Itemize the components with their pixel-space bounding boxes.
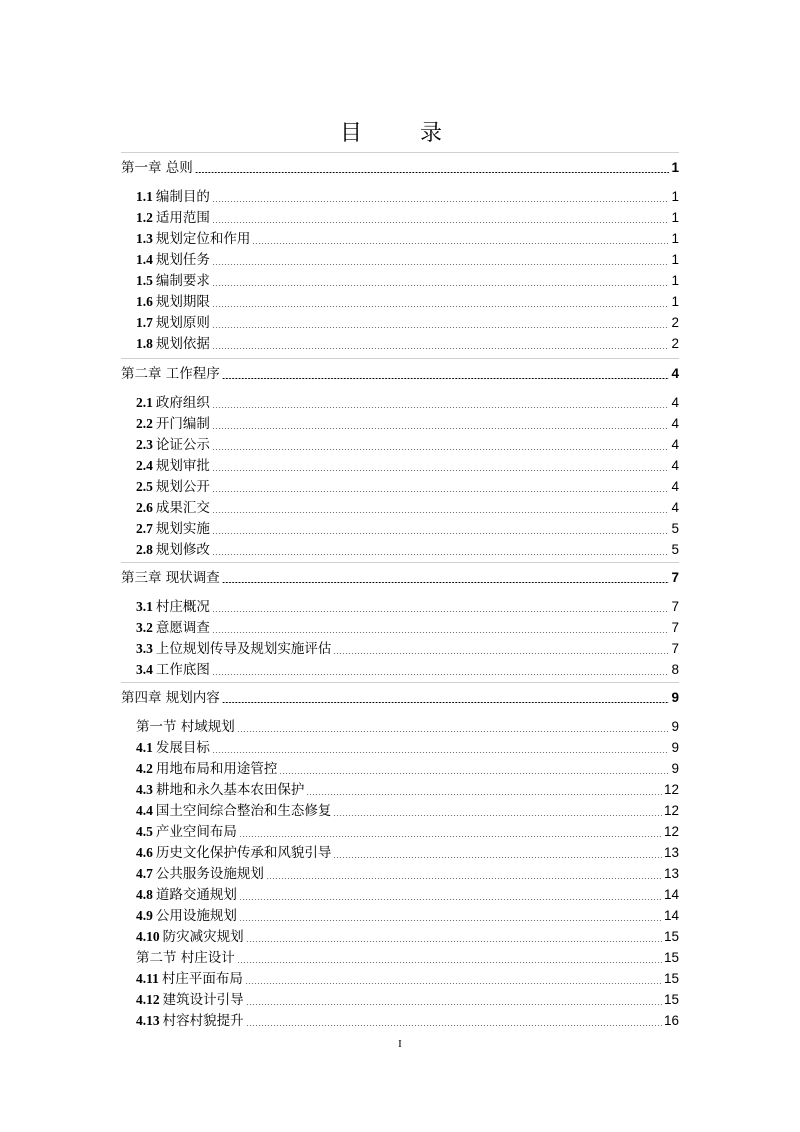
toc-entry-label: 耕地和永久基本农田保护 (155, 782, 305, 798)
toc-entry-number: 1.3 (136, 231, 153, 246)
toc-entry-label: 第三章 现状调查 (121, 570, 220, 586)
toc-entry-page-number: 9 (671, 719, 679, 734)
toc-entry-label: 村庄平面布局 (161, 971, 243, 987)
toc-entry-label: 公共服务设施规划 (155, 866, 264, 882)
toc-entry-number: 1.1 (136, 189, 153, 204)
toc-entry-number: 4.2 (136, 761, 153, 776)
toc-entry-label: 规划审批 (155, 458, 210, 474)
toc-section-entry[interactable] (136, 456, 679, 476)
toc-entry-page-number: 15 (663, 971, 679, 986)
toc-entry-page-number: 7 (671, 620, 679, 635)
toc-entry-page-number: 13 (663, 866, 679, 881)
dot-leader (279, 773, 669, 774)
toc-section-entry[interactable] (136, 414, 679, 434)
dot-leader (212, 554, 670, 555)
dot-leader (212, 285, 670, 286)
dot-leader (266, 878, 662, 879)
toc-entry-label: 建筑设计引导 (162, 992, 244, 1008)
toc-entry-page-number: 12 (663, 782, 679, 797)
toc-section-entry[interactable] (136, 250, 679, 270)
toc-entry-label: 国土空间综合整治和生态修复 (155, 803, 332, 819)
toc-section-entry[interactable] (136, 990, 679, 1010)
toc-section-entry[interactable] (136, 780, 679, 800)
toc-section-entry[interactable] (136, 334, 679, 354)
toc-entry-number: 4.10 (136, 929, 160, 944)
toc-entry-page-number: 5 (671, 542, 679, 557)
toc-entry-label: 历史文化保护传承和风貌引导 (155, 845, 332, 861)
toc-entry-label: 产业空间布局 (155, 824, 237, 840)
toc-entry-page-number: 1 (671, 273, 679, 288)
page-number-footer: I (398, 1038, 402, 1050)
toc-entry-number: 1.5 (136, 273, 153, 288)
toc-entry-label: 规划定位和作用 (155, 231, 251, 247)
toc-entry-number: 4.5 (136, 824, 153, 839)
toc-section-entry[interactable] (136, 759, 679, 779)
dot-leader (333, 653, 669, 654)
toc-entry-label: 规划期限 (155, 294, 210, 310)
toc-section-entry[interactable] (136, 313, 679, 333)
toc-entry-number: 4.6 (136, 845, 153, 860)
dot-leader (239, 899, 662, 900)
toc-entry-page-number: 2 (671, 315, 679, 330)
toc-entry-label: 开门编制 (155, 416, 210, 432)
toc-entry-page-number: 1 (671, 231, 679, 246)
dot-leader (246, 941, 662, 942)
toc-section-entry[interactable] (136, 540, 679, 560)
toc-entry-number: 1.4 (136, 252, 153, 267)
dot-leader (212, 533, 670, 534)
toc-section-entry[interactable] (136, 948, 679, 968)
toc-entry-label: 村庄概况 (155, 599, 210, 615)
toc-section-entry[interactable] (136, 843, 679, 863)
toc-entry-number: 4.11 (136, 971, 159, 986)
toc-section-entry[interactable] (136, 208, 679, 228)
toc-entry-label: 规划修改 (155, 542, 210, 558)
toc-entry-label: 规划公开 (155, 479, 210, 495)
toc-entry-page-number: 2 (671, 336, 679, 351)
toc-chapter-entry[interactable] (121, 568, 679, 588)
toc-section-entry[interactable] (136, 187, 679, 207)
toc-section-entry[interactable] (136, 801, 679, 821)
toc-title: 目 录 (339, 121, 460, 146)
dot-leader (212, 752, 670, 753)
toc-section-entry[interactable] (136, 498, 679, 518)
toc-entry-label: 适用范围 (155, 210, 210, 226)
toc-entry-page-number: 12 (663, 824, 679, 839)
toc-entry-label: 规划依据 (155, 336, 210, 352)
chapter-separator-line (121, 682, 679, 683)
toc-entry-label: 用地布局和用途管控 (155, 761, 278, 777)
dot-leader (333, 815, 662, 816)
dot-leader (212, 407, 670, 408)
dot-leader (212, 674, 670, 675)
toc-entry-label: 第四章 规划内容 (121, 690, 220, 706)
toc-entry-label: 第一章 总则 (121, 160, 193, 176)
toc-entry-label: 上位规划传导及规划实施评估 (155, 641, 332, 657)
dot-leader (212, 512, 670, 513)
toc-entry-number: 2.3 (136, 437, 153, 452)
toc-entry-number: 4.3 (136, 782, 153, 797)
toc-entry-label: 意愿调查 (155, 620, 210, 636)
toc-entry-page-number: 1 (671, 210, 679, 225)
toc-entry-page-number: 9 (671, 690, 679, 705)
toc-entry-page-number: 15 (663, 992, 679, 1007)
toc-entry-number: 4.1 (136, 740, 153, 755)
toc-entry-number: 1.6 (136, 294, 153, 309)
toc-entry-number: 3.4 (136, 662, 153, 677)
toc-entry-page-number: 7 (671, 570, 679, 585)
toc-entry-number: 2.8 (136, 542, 153, 557)
toc-entry-page-number: 14 (663, 908, 679, 923)
dot-leader (212, 264, 670, 265)
toc-section-entry[interactable] (136, 660, 679, 680)
toc-entry-label: 编制目的 (155, 189, 210, 205)
toc-entry-number: 1.7 (136, 315, 153, 330)
toc-entry-label: 村容村貌提升 (162, 1013, 244, 1029)
toc-entry-label: 防灾减灾规划 (162, 929, 244, 945)
toc-section-entry[interactable] (136, 229, 679, 249)
toc-section-entry[interactable] (136, 519, 679, 539)
toc-entry-number: 3.1 (136, 599, 153, 614)
toc-entry-number: 1.8 (136, 336, 153, 351)
toc-entry-number: 4.4 (136, 803, 153, 818)
toc-entry-number: 3.3 (136, 641, 153, 656)
toc-entry-page-number: 1 (671, 160, 679, 175)
toc-section-entry[interactable] (136, 864, 679, 884)
dot-leader (212, 348, 670, 349)
chapter-separator-line (121, 562, 679, 563)
toc-entry-number: 2.5 (136, 479, 153, 494)
toc-entry-label: 发展目标 (155, 740, 210, 756)
toc-entry-page-number: 7 (671, 641, 679, 656)
toc-entry-number: 2.1 (136, 395, 153, 410)
toc-entry-number: 4.9 (136, 908, 153, 923)
toc-entry-label: 规划任务 (155, 252, 210, 268)
dot-leader (245, 983, 662, 984)
toc-entry-page-number: 8 (671, 662, 679, 677)
toc-section-entry[interactable] (136, 717, 679, 737)
toc-entry-page-number: 14 (663, 887, 679, 902)
dot-leader (222, 582, 670, 583)
toc-entry-page-number: 1 (671, 294, 679, 309)
dot-leader (237, 962, 662, 963)
toc-entry-number: 2.7 (136, 521, 153, 536)
toc-entry-page-number: 13 (663, 845, 679, 860)
toc-entry-page-number: 9 (671, 740, 679, 755)
dot-leader (212, 611, 670, 612)
dot-leader (246, 1025, 662, 1026)
toc-entry-label: 规划实施 (155, 521, 210, 537)
toc-section-entry[interactable] (136, 393, 679, 413)
toc-section-entry[interactable] (136, 906, 679, 926)
toc-entry-page-number: 7 (671, 599, 679, 614)
toc-entry-number: 4.13 (136, 1013, 160, 1028)
toc-entry-page-number: 5 (671, 521, 679, 536)
dot-leader (212, 470, 670, 471)
toc-entry-label: 论证公示 (155, 437, 210, 453)
dot-leader (252, 243, 669, 244)
toc-section-entry[interactable] (136, 822, 679, 842)
toc-entry-label: 政府组织 (155, 395, 210, 411)
toc-chapter-entry[interactable] (121, 158, 679, 178)
toc-section-entry[interactable] (136, 639, 679, 659)
toc-section-entry[interactable] (136, 618, 679, 638)
dot-leader (212, 306, 670, 307)
dot-leader (239, 836, 662, 837)
toc-entry-number: 4.8 (136, 887, 153, 902)
toc-entry-number: 4.12 (136, 992, 160, 1007)
dot-leader (212, 201, 670, 202)
toc-entry-label: 公用设施规划 (155, 908, 237, 924)
toc-section-entry[interactable] (136, 927, 679, 947)
toc-entry-page-number: 4 (671, 479, 679, 494)
toc-entry-page-number: 1 (671, 252, 679, 267)
chapter-separator-line (121, 358, 679, 359)
toc-section-entry[interactable] (136, 885, 679, 905)
toc-section-entry[interactable] (136, 292, 679, 312)
dot-leader (333, 857, 662, 858)
toc-entry-page-number: 16 (663, 1013, 679, 1028)
toc-entry-page-number: 4 (671, 366, 679, 381)
dot-leader (239, 920, 662, 921)
toc-entry-page-number: 12 (663, 803, 679, 818)
dot-leader (237, 731, 670, 732)
toc-entry-label: 工作底图 (155, 662, 210, 678)
toc-chapter-entry[interactable] (121, 688, 679, 708)
toc-entry-number: 4.7 (136, 866, 153, 881)
toc-entry-page-number: 15 (663, 929, 679, 944)
toc-entry-page-number: 4 (671, 395, 679, 410)
toc-section-entry[interactable] (136, 738, 679, 758)
toc-entry-label: 道路交通规划 (155, 887, 237, 903)
chapter-separator-line (121, 152, 679, 153)
toc-entry-page-number: 9 (671, 761, 679, 776)
toc-entry-label: 第二章 工作程序 (121, 366, 220, 382)
dot-leader (212, 632, 670, 633)
toc-entry-page-number: 4 (671, 458, 679, 473)
dot-leader (195, 172, 670, 173)
toc-section-entry[interactable] (136, 969, 679, 989)
dot-leader (212, 222, 670, 223)
toc-entry-page-number: 1 (671, 189, 679, 204)
toc-entry-number: 3.2 (136, 620, 153, 635)
dot-leader (222, 378, 670, 379)
toc-entry-label: 第一节 村域规划 (136, 719, 235, 735)
dot-leader (212, 428, 670, 429)
dot-leader (222, 702, 670, 703)
dot-leader (306, 794, 662, 795)
dot-leader (212, 327, 670, 328)
toc-entry-number: 2.6 (136, 500, 153, 515)
toc-entry-label: 编制要求 (155, 273, 210, 289)
toc-entry-number: 2.2 (136, 416, 153, 431)
toc-section-entry[interactable] (136, 271, 679, 291)
dot-leader (212, 449, 670, 450)
toc-entry-page-number: 4 (671, 416, 679, 431)
toc-section-entry[interactable] (136, 435, 679, 455)
toc-entry-page-number: 15 (663, 950, 679, 965)
toc-section-entry[interactable] (136, 597, 679, 617)
toc-entry-number: 2.4 (136, 458, 153, 473)
toc-entry-label: 第二节 村庄设计 (136, 950, 235, 966)
toc-section-entry[interactable] (136, 1011, 679, 1031)
dot-leader (212, 491, 670, 492)
dot-leader (246, 1004, 662, 1005)
toc-entry-label: 成果汇交 (155, 500, 210, 516)
toc-entry-page-number: 4 (671, 500, 679, 515)
toc-section-entry[interactable] (136, 477, 679, 497)
toc-entry-page-number: 4 (671, 437, 679, 452)
toc-chapter-entry[interactable] (121, 364, 679, 384)
toc-entry-label: 规划原则 (155, 315, 210, 331)
toc-entry-number: 1.2 (136, 210, 153, 225)
